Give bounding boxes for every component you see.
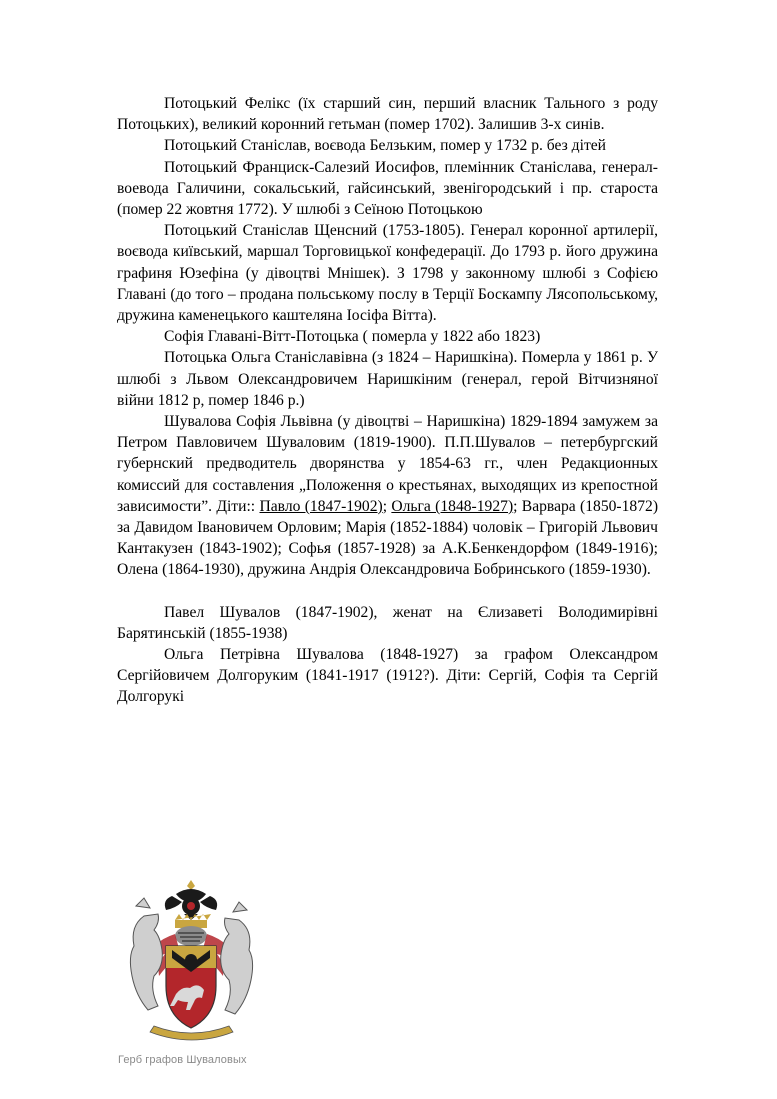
shield: [166, 946, 216, 1028]
paragraph-stanislav: Потоцький Станіслав, воєвода Белзьким, помер у 1732 р. без дітей: [164, 137, 607, 155]
paragraph-sophia: Софія Главані-Вітт-Потоцька ( померла у 1822 або 1823): [164, 328, 541, 346]
paragraph-franciszek: Потоцький Франциск-Салезий Иосифов, племінник Станіслава, генерал-воевода Галичини, сокальський, гайсинський, звенігородський і пр. староста (помер 22 жовтня 1772). У шлюбі з Сеїною Потоцькою: [117, 158, 658, 219]
paragraph-pavel: Павел Шувалов (1847-1902), женат на Єлизаветі Володимирівні Барятинській (1855-1938): [117, 603, 658, 642]
paragraph-felix: Потоцький Фелікс (їх старший син, перший власник Тального з роду Потоцьких), великий коронний гетьман (помер 1702). Залишив 3-х синів.: [117, 95, 658, 134]
paragraph-olga-shuvalova: Ольга Петрівна Шувалова (1848-1927) за графом Олександром Сергійовичем Долгоруким (1841-1917 (1912?). Діти: Сергій, Софія та Сергій Долгорукі: [117, 646, 658, 706]
child-separator: ;: [382, 497, 392, 515]
supporter-gryphon-left: [130, 898, 162, 1010]
child-link-olga[interactable]: Ольга (1848-1927): [391, 497, 514, 515]
child-link-pavlo[interactable]: Павло (1847-1902): [259, 497, 383, 515]
paragraph-stanislav-szczesny: Потоцький Станіслав Щенсний (1753-1805). Генерал коронної артилерії, воєвода київський, маршал Торговицької конфедерації. До 1793 р. його дружина графиня Юзефіна (у дівоцтві Мнішек). З 1798 у законному шлюбі з Софією Главані (до того – продана польському послу в Терції Боскампу Лясопольському, дружина каменецького каштеляна Іосіфа Вітта).: [117, 222, 658, 325]
coat-of-arms-caption: Герб графов Шуваловых: [118, 1054, 247, 1066]
document-body: [117, 93, 658, 708]
paragraph-olga-potocka: Потоцька Ольга Станіславівна (з 1824 – Наришкіна). Померла у 1861 р. У шлюбі з Львом Олександровичем Наришкіним (генерал, герой Вітчизняної війни 1812 р, помер 1846 р.): [117, 349, 658, 409]
shuvalov-coat-of-arms-image: [114, 876, 269, 1046]
spacer: [117, 581, 658, 602]
paragraph-shuvalova: [117, 411, 658, 581]
shuvalova-text: Шувалова Софія Львівна (у дівоцтві – Наришкіна) 1829-1894 замужем за Петром Павловичем Шуваловим (1819-1900). П.П.Шувалов – петербургский губернский предводитель дворянства у 1854-63 гг., член Редакционных комиссий для составления „Положення о крестьянах, выходящих из крепостной зависимости”. Діти::: [117, 413, 658, 515]
shuvalova-text-rest: ; Варвара (1850-1872) за Давидом Івановичем Орловим; Марія (1852-1884) чоловік – Григорій Львович Кантакузен (1843-1902); Софья (1857-1928) за А.К.Бенкендорфом (1849-1916); Олена (1864-1930), дружина Андрія Олександровича Бобринського (1859-1930).: [117, 497, 659, 579]
eagle-crest: [165, 880, 217, 920]
supporter-gryphon-right: [221, 902, 253, 1014]
